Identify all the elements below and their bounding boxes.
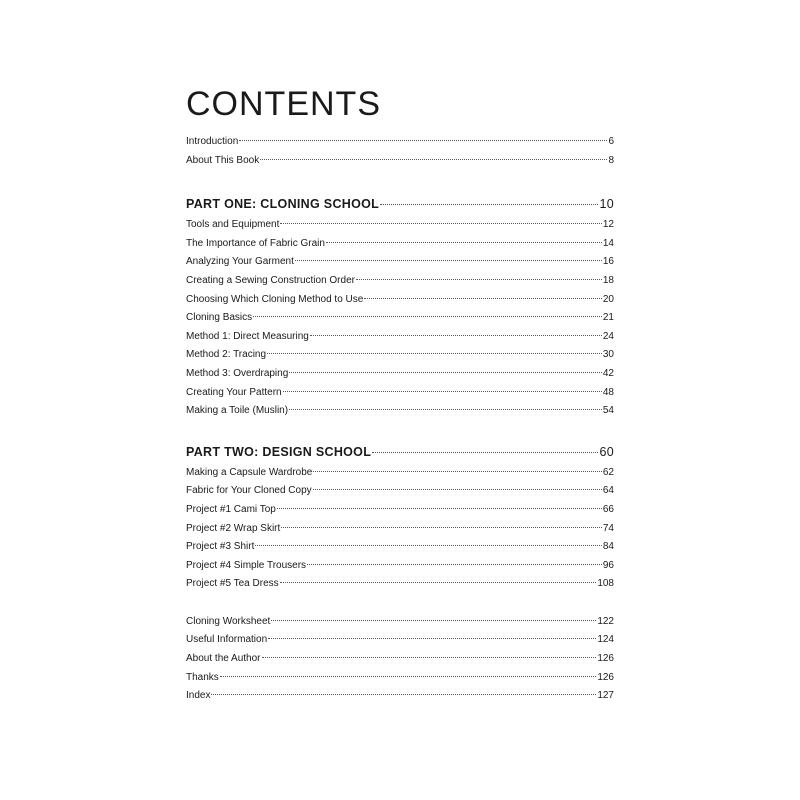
toc-entry-page: 21: [602, 312, 614, 324]
dot-leader: [262, 657, 597, 658]
dot-leader: [289, 409, 602, 410]
toc-entry-page: 18: [602, 274, 614, 286]
toc-entry[interactable]: [186, 402, 614, 421]
toc-entry-page: 127: [597, 690, 614, 702]
toc-entry-label: Creating Your Pattern: [186, 386, 282, 398]
table-of-contents: [186, 133, 614, 706]
toc-entry[interactable]: [186, 272, 614, 291]
toc-entry-label: Project #3 Shirt: [186, 541, 255, 553]
section-spacer: [186, 594, 614, 613]
toc-entry-label: Cloning Worksheet: [186, 615, 271, 627]
toc-entry[interactable]: [186, 631, 614, 650]
toc-entry-label: Making a Toile (Muslin): [186, 405, 289, 417]
page-title: CONTENTS: [186, 85, 381, 123]
toc-entry-page: 8: [608, 154, 614, 166]
toc-entry[interactable]: [186, 538, 614, 557]
toc-entry-label: Project #2 Wrap Skirt: [186, 522, 281, 534]
toc-entry-page: 30: [602, 349, 614, 361]
dot-leader: [253, 316, 602, 317]
dot-leader: [255, 545, 602, 546]
toc-entry[interactable]: [186, 650, 614, 669]
toc-entry-label: Index: [186, 690, 211, 702]
toc-entry-label: About the Author: [186, 653, 261, 665]
toc-entry-label: The Importance of Fabric Grain: [186, 237, 325, 249]
dot-leader: [356, 279, 602, 280]
intro-section: [186, 133, 614, 170]
toc-entry-label: Making a Capsule Wardrobe: [186, 466, 313, 478]
part-one-heading[interactable]: [186, 193, 614, 216]
toc-entry-label: Project #4 Simple Trousers: [186, 559, 307, 571]
dot-leader: [307, 564, 602, 565]
part-one-section: [186, 193, 614, 421]
toc-entry-page: 122: [597, 615, 614, 627]
dot-leader: [271, 620, 596, 621]
dot-leader: [326, 242, 602, 243]
toc-entry[interactable]: [186, 501, 614, 520]
dot-leader: [364, 298, 602, 299]
toc-entry-label: Useful Information: [186, 634, 268, 646]
toc-entry-page: 20: [602, 293, 614, 305]
toc-entry[interactable]: [186, 464, 614, 483]
dot-leader: [313, 471, 602, 472]
toc-entry[interactable]: [186, 520, 614, 539]
toc-entry-page: 126: [597, 671, 614, 683]
dot-leader: [283, 391, 602, 392]
toc-entry-label: Method 3: Overdraping: [186, 367, 289, 379]
toc-entry-label: Fabric for Your Cloned Copy: [186, 485, 312, 497]
dot-leader: [211, 694, 596, 695]
toc-entry-label: Cloning Basics: [186, 312, 253, 324]
toc-entry[interactable]: [186, 365, 614, 384]
toc-entry[interactable]: [186, 687, 614, 706]
toc-entry[interactable]: [186, 669, 614, 688]
toc-entry-page: 124: [597, 634, 614, 646]
toc-entry-page: 62: [602, 466, 614, 478]
dot-leader: [289, 372, 602, 373]
part-page: 10: [599, 197, 614, 212]
dot-leader: [220, 676, 597, 677]
toc-entry-label: Method 1: Direct Measuring: [186, 330, 309, 342]
toc-entry-label: Tools and Equipment: [186, 219, 280, 231]
toc-entry-page: 108: [597, 578, 614, 590]
dot-leader: [372, 452, 598, 453]
toc-entry-label: Project #1 Cami Top: [186, 503, 276, 515]
dot-leader: [313, 489, 602, 490]
toc-entry-page: 16: [602, 256, 614, 268]
dot-leader: [260, 159, 607, 160]
toc-entry[interactable]: [186, 482, 614, 501]
toc-entry[interactable]: [186, 384, 614, 403]
toc-entry[interactable]: [186, 253, 614, 272]
toc-entry[interactable]: [186, 613, 614, 632]
toc-entry-page: 14: [602, 237, 614, 249]
part-two-section: [186, 441, 614, 594]
toc-entry-page: 48: [602, 386, 614, 398]
dot-leader: [277, 508, 602, 509]
toc-entry[interactable]: [186, 309, 614, 328]
dot-leader: [239, 140, 607, 141]
toc-entry-page: 84: [602, 541, 614, 553]
part-title: PART TWO: DESIGN SCHOOL: [186, 444, 372, 459]
toc-entry-page: 126: [597, 653, 614, 665]
toc-entry-label: Creating a Sewing Construction Order: [186, 274, 355, 286]
toc-entry[interactable]: [186, 291, 614, 310]
dot-leader: [280, 582, 597, 583]
toc-entry[interactable]: [186, 328, 614, 347]
toc-entry-label: About This Book: [186, 154, 260, 166]
toc-entry-label: Analyzing Your Garment: [186, 256, 294, 268]
toc-entry[interactable]: [186, 346, 614, 365]
section-spacer: [186, 421, 614, 441]
dot-leader: [268, 638, 596, 639]
toc-entry[interactable]: [186, 152, 614, 171]
dot-leader: [267, 353, 602, 354]
part-two-heading[interactable]: [186, 441, 614, 464]
dot-leader: [280, 223, 601, 224]
toc-entry-label: Project #5 Tea Dress: [186, 578, 279, 590]
toc-entry-page: 66: [602, 503, 614, 515]
toc-entry[interactable]: [186, 575, 614, 594]
toc-entry-page: 42: [602, 367, 614, 379]
toc-entry-page: 54: [602, 405, 614, 417]
toc-entry-label: Choosing Which Cloning Method to Use: [186, 293, 364, 305]
toc-entry-label: Introduction: [186, 136, 239, 147]
section-spacer: [186, 170, 614, 193]
toc-entry[interactable]: [186, 557, 614, 576]
dot-leader: [281, 527, 602, 528]
part-page: 60: [599, 444, 614, 459]
dot-leader: [295, 260, 602, 261]
toc-entry[interactable]: [186, 216, 614, 235]
toc-entry-page: 12: [602, 219, 614, 231]
toc-entry-label: Method 2: Tracing: [186, 349, 267, 361]
dot-leader: [380, 204, 598, 205]
toc-entry-page: 64: [602, 485, 614, 497]
toc-entry-page: 6: [608, 136, 614, 147]
toc-entry-page: 24: [602, 330, 614, 342]
dot-leader: [310, 335, 602, 336]
toc-entry[interactable]: [186, 235, 614, 254]
back-matter-section: [186, 613, 614, 706]
toc-entry[interactable]: [186, 133, 614, 152]
toc-entry-page: 96: [602, 559, 614, 571]
toc-entry-label: Thanks: [186, 671, 219, 683]
part-title: PART ONE: CLONING SCHOOL: [186, 197, 380, 212]
toc-entry-page: 74: [602, 522, 614, 534]
